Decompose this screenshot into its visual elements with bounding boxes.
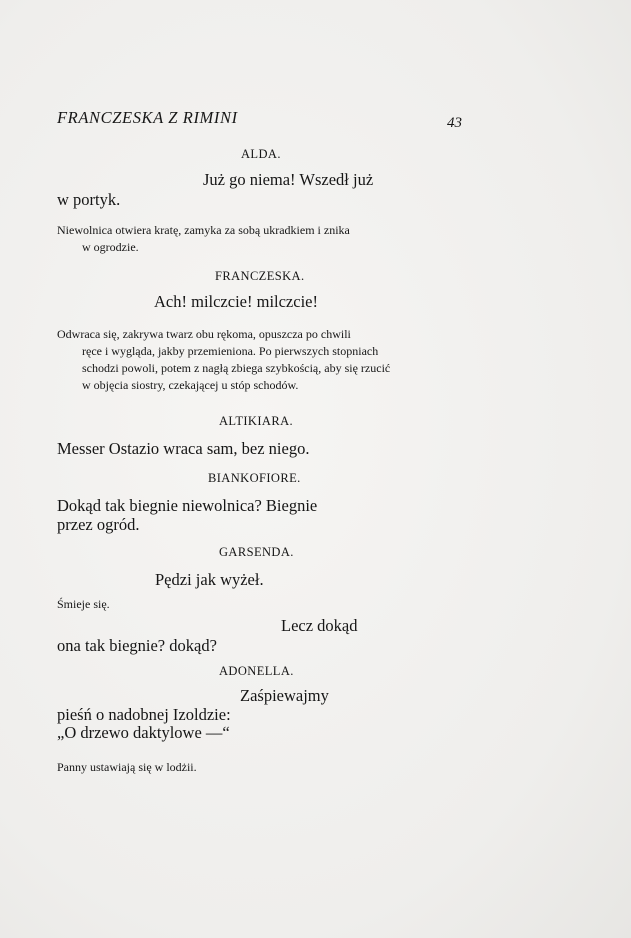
speaker-altikiara: ALTIKIARA.: [219, 414, 294, 428]
stage-direction: Śmieje się.: [57, 597, 110, 611]
speaker-adonella: ADONELLA.: [219, 664, 294, 678]
verse-line: przez ogród.: [57, 515, 140, 534]
verse-line: ona tak biegnie? dokąd?: [57, 636, 217, 655]
verse-line: Lecz dokąd: [281, 616, 358, 635]
verse-line: „O drzewo daktylowe —“: [57, 723, 230, 742]
verse-line: Już go niema! Wszedł już: [203, 170, 374, 189]
stage-direction: Odwraca się, zakrywa twarz obu rękoma, opuszcza po chwili ręce i wygląda, jakby przemieniona. Po pierwszych stopniach schodzi powoli, potem z nagłą zbiega szybkością, aby się rzucić w objęcia siostry, czekającej u stóp schodów.: [57, 327, 391, 392]
speaker-biankofiore: BIANKOFIORE.: [208, 471, 301, 485]
verse-line: pieśń o nadobnej Izoldzie:: [57, 705, 231, 724]
speaker-garsenda: GARSENDA.: [219, 545, 294, 559]
verse-line: Dokąd tak biegnie niewolnica? Biegnie: [57, 496, 318, 515]
stage-direction: Niewolnica otwiera kratę, zamyka za sobą ukradkiem i znika w ogrodzie.: [57, 223, 350, 254]
page-number: 43: [447, 115, 462, 131]
verse-line: Ach! milczcie! milczcie!: [154, 292, 318, 311]
verse-line: Messer Ostazio wraca sam, bez niego.: [57, 439, 310, 458]
speaker-alda: ALDA.: [241, 147, 281, 161]
speaker-franczeska: FRANCZESKA.: [215, 269, 305, 283]
verse-line: Zaśpiewajmy: [240, 686, 329, 705]
running-title: FRANCZESKA Z RIMINI: [57, 108, 238, 127]
verse-line: Pędzi jak wyżeł.: [155, 570, 264, 589]
verse-line: w portyk.: [57, 190, 121, 209]
stage-direction: Panny ustawiają się w lodżii.: [57, 760, 197, 774]
